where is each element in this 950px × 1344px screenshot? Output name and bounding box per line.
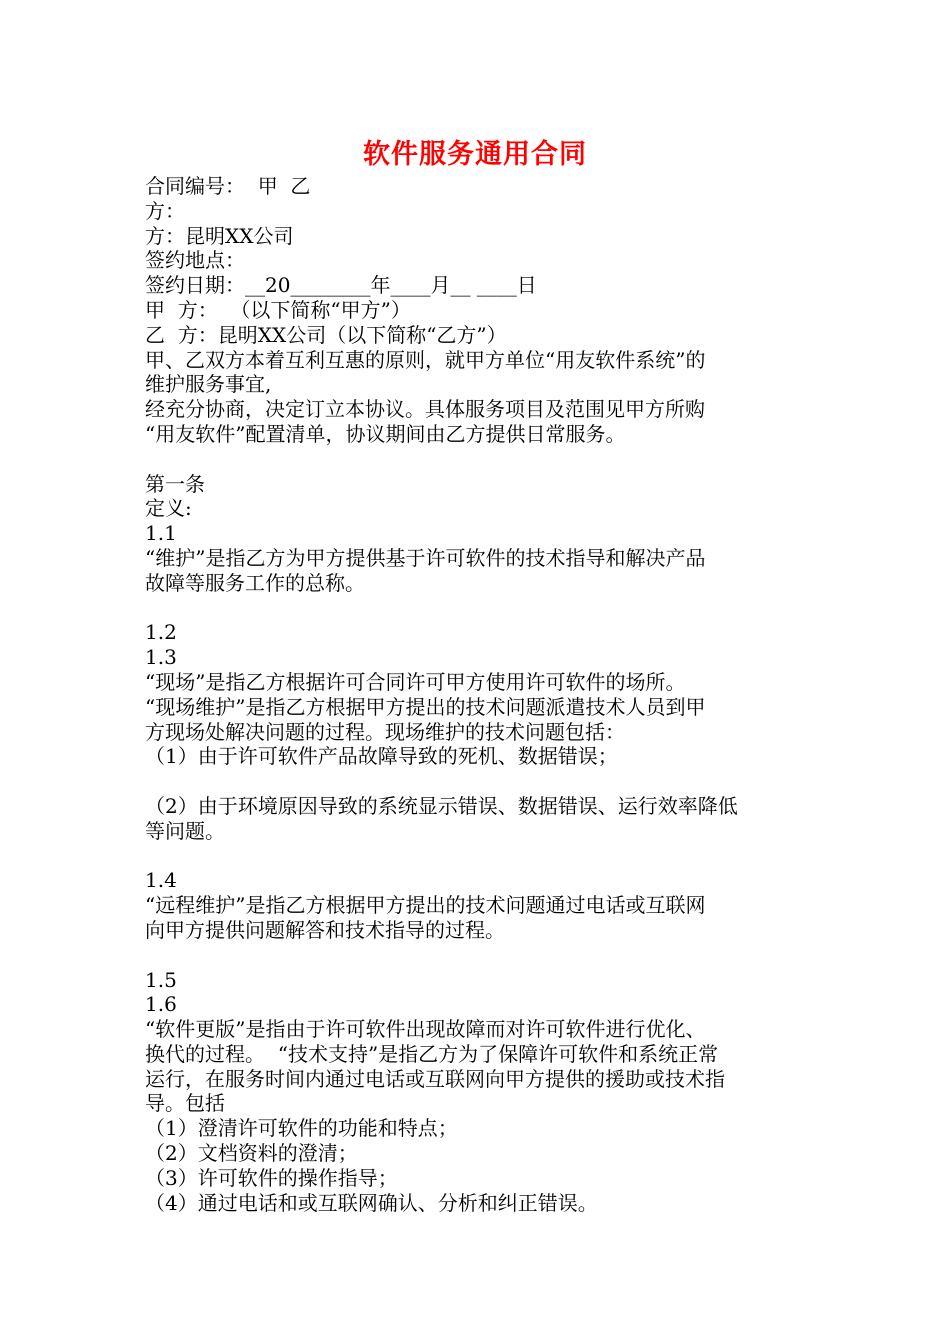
text-line: （1）由于许可软件产品故障导致的死机、数据错误； xyxy=(145,744,618,769)
text-line: 第一条 xyxy=(145,471,205,496)
document-body xyxy=(145,174,810,1215)
text-line: 方： xyxy=(145,198,185,223)
text-line: 签约日期：__20________年____月__ ____日 xyxy=(145,273,537,298)
text-line: （1）澄清许可软件的功能和特点； xyxy=(145,1116,458,1141)
text-line: 1.4 xyxy=(145,868,177,893)
blank-line xyxy=(145,769,810,794)
text-line: 经充分协商，决定订立本协议。具体服务项目及范围见甲方所购 xyxy=(145,397,705,422)
text-line: 方：昆明XX公司 xyxy=(145,223,294,248)
blank-line xyxy=(145,596,810,621)
text-line: 方现场处解决问题的过程。现场维护的技术问题包括： xyxy=(145,719,625,744)
blank-line xyxy=(145,943,810,968)
text-line: 1.2 xyxy=(145,620,177,645)
text-line: 向甲方提供问题解答和技术指导的过程。 xyxy=(145,917,505,942)
text-line: （2）文档资料的澄清； xyxy=(145,1141,358,1166)
blank-line xyxy=(145,447,810,472)
text-line: 定义: xyxy=(145,496,192,521)
text-line: 合同编号： 甲 乙 xyxy=(145,174,311,198)
text-line: “软件更版”是指由于许可软件出现故障而对许可软件进行优化、 xyxy=(145,1017,706,1042)
text-line: 导。包括 xyxy=(145,1091,225,1116)
text-line: （2）由于环境原因导致的系统显示错误、数据错误、运行效率降低 xyxy=(145,793,738,818)
text-line: “现场”是指乙方根据许可合同许可甲方使用许可软件的场所。 xyxy=(145,669,686,694)
text-line: “现场维护”是指乙方根据甲方提出的技术问题派遣技术人员到甲 xyxy=(145,694,706,719)
text-line: （3）许可软件的操作指导； xyxy=(145,1165,398,1190)
text-line: 签约地点： xyxy=(145,248,245,273)
text-line: 维护服务事宜, xyxy=(145,372,272,397)
text-line: 运行，在服务时间内通过电话或互联网向甲方提供的援助或技术指 xyxy=(145,1066,725,1091)
text-line: 1.1 xyxy=(145,521,177,546)
text-line: 乙 方：昆明XX公司（以下简称“乙方”） xyxy=(145,322,507,347)
blank-line xyxy=(145,844,810,869)
text-line: 甲 方： （以下简称“甲方”） xyxy=(145,297,411,322)
text-line: “用友软件”配置清单，协议期间由乙方提供日常服务。 xyxy=(145,421,626,446)
document-title: 软件服务通用合同 xyxy=(363,139,587,170)
text-line: （4）通过电话和或互联网确认、分析和纠正错误。 xyxy=(145,1190,598,1215)
text-line: 故障等服务工作的总称。 xyxy=(145,570,365,595)
text-line: 甲、乙双方本着互利互惠的原则，就甲方单位“用友软件系统”的 xyxy=(145,347,706,372)
text-line: 等问题。 xyxy=(145,818,225,843)
text-line: 1.5 xyxy=(145,967,177,992)
text-line: “远程维护”是指乙方根据甲方提出的技术问题通过电话或互联网 xyxy=(145,893,706,918)
text-line: 1.3 xyxy=(145,645,177,670)
text-line: 换代的过程。 “技术支持”是指乙方为了保障许可软件和系统正常 xyxy=(145,1041,719,1066)
text-line: “维护”是指乙方为甲方提供基于许可软件的技术指导和解决产品 xyxy=(145,545,706,570)
text-line: 1.6 xyxy=(145,992,177,1017)
